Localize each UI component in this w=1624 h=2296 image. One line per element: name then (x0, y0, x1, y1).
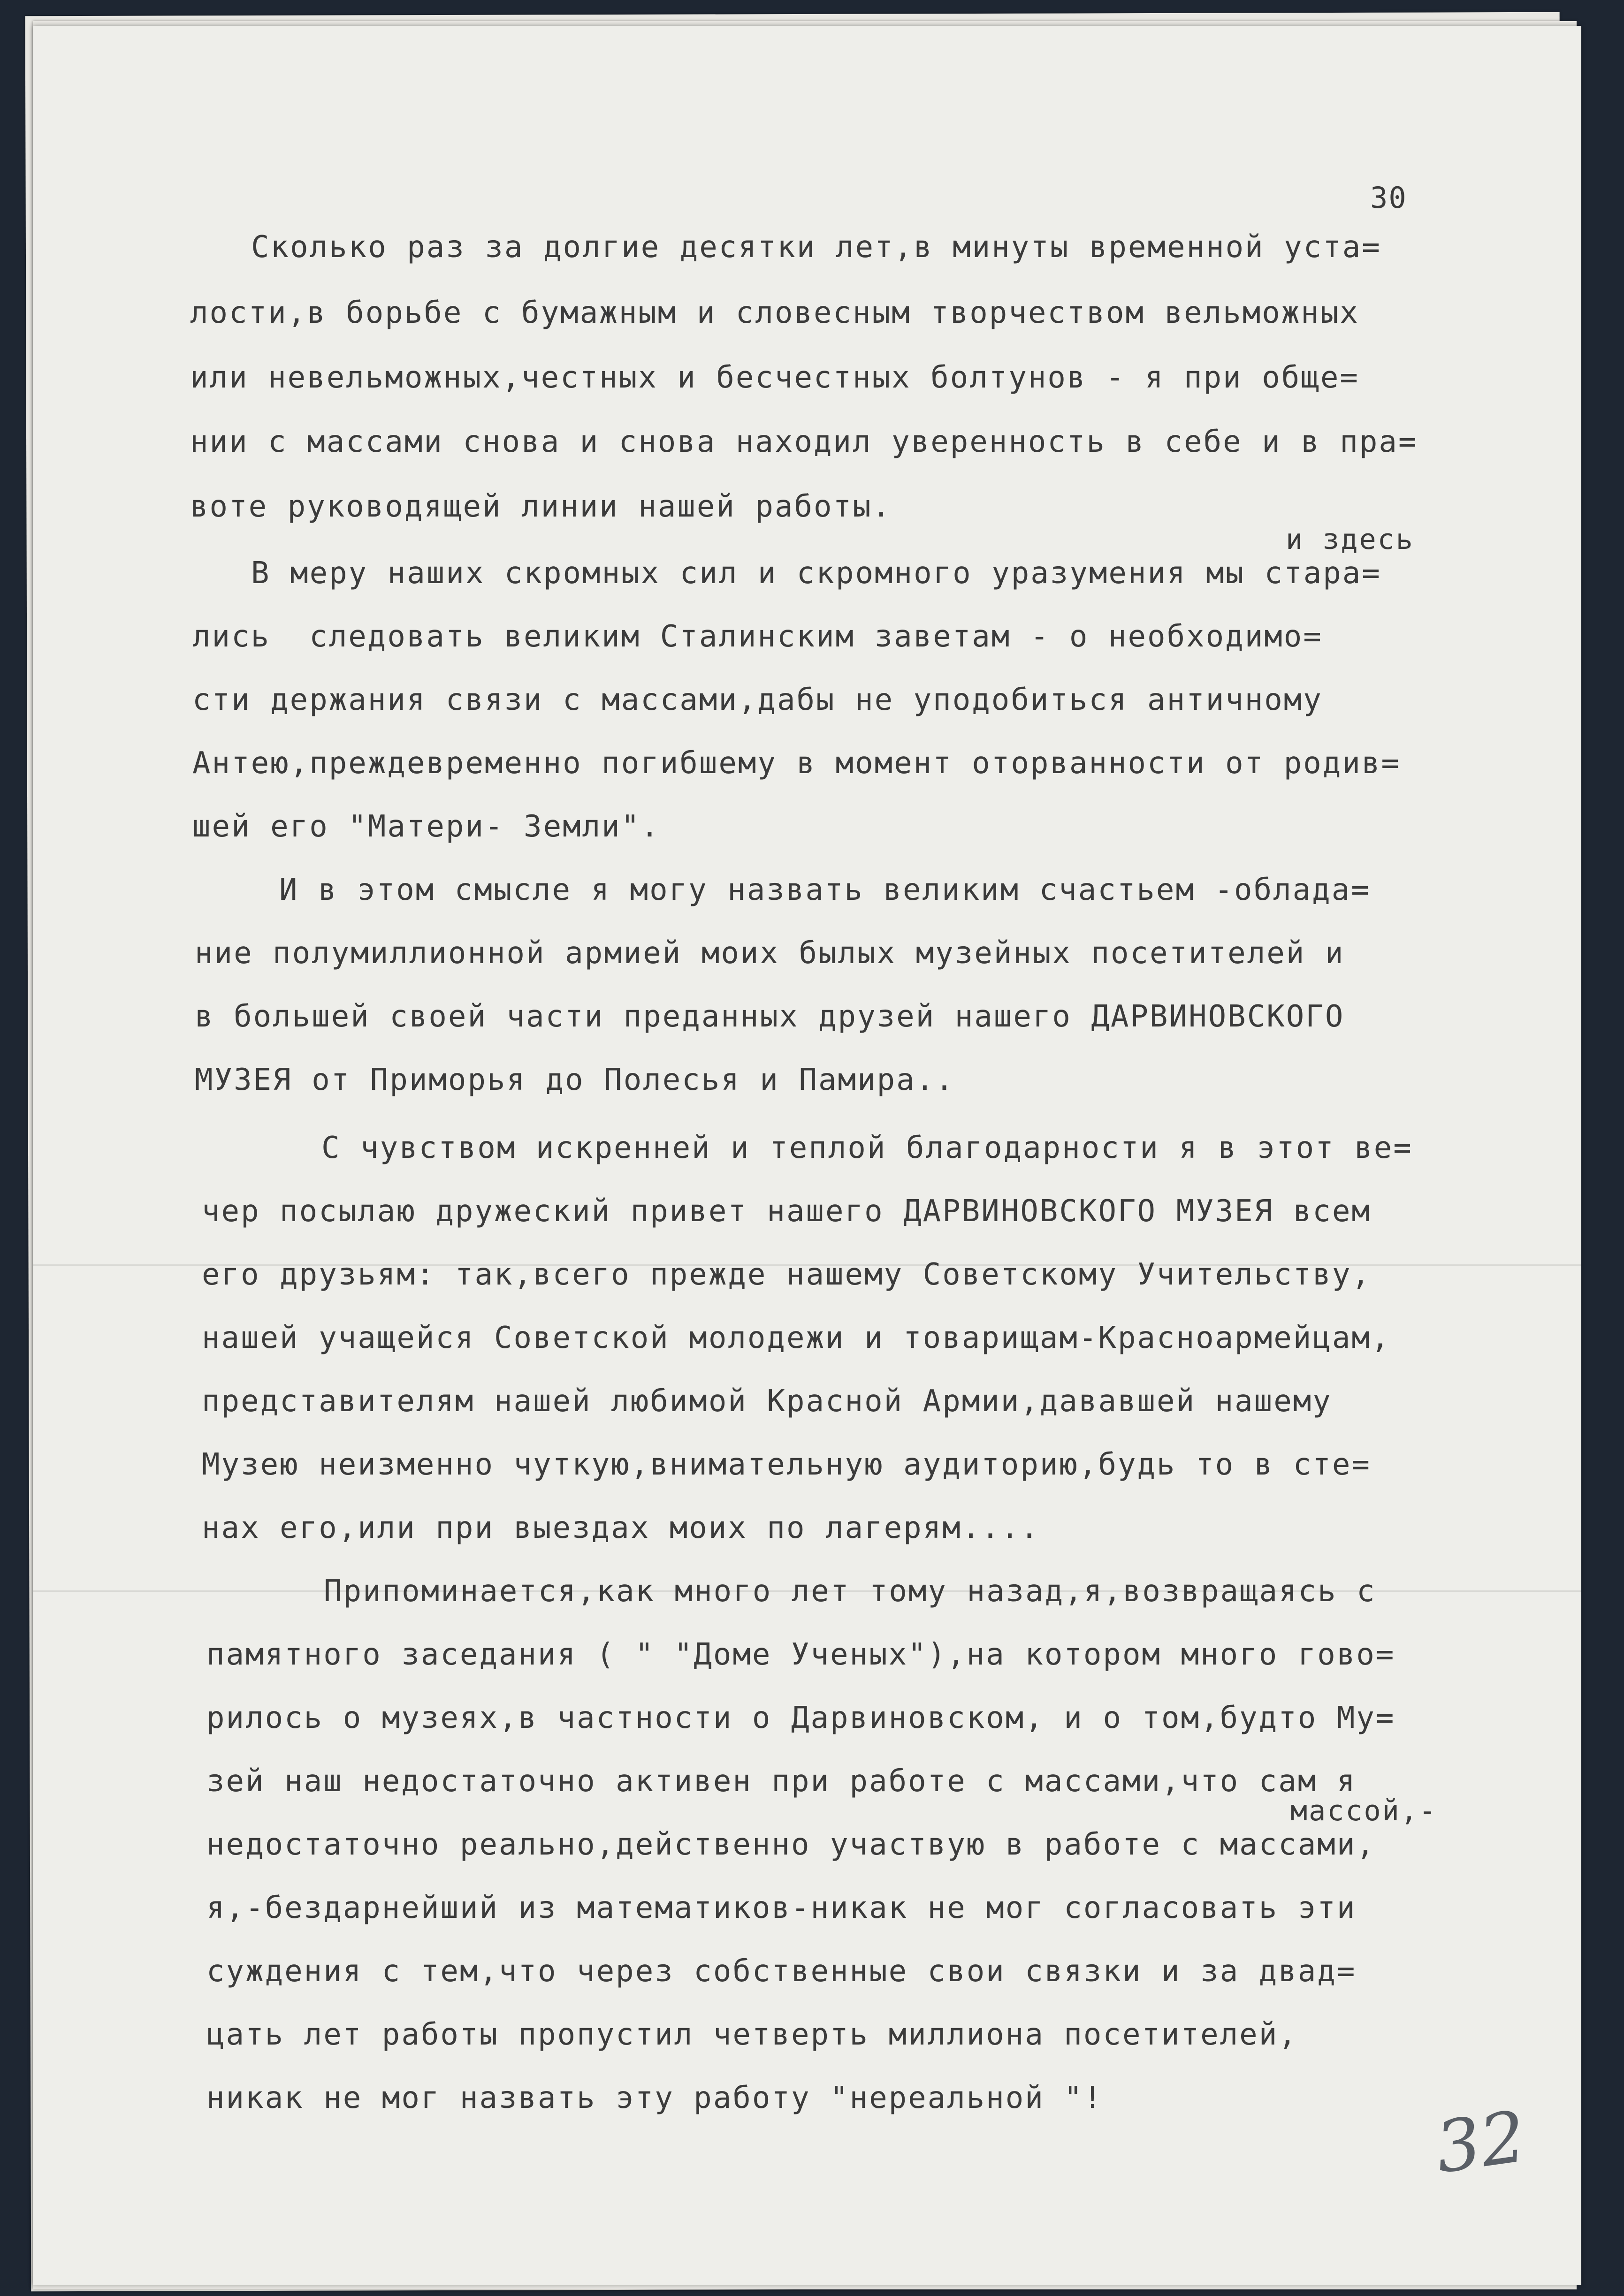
text-line: в большей своей части преданных друзей нашего ДАРВИНОВСКОГО (195, 999, 1345, 1034)
text-line: рилось о музеях,в частности о Дарвиновском, и о том,будто Му= (206, 1701, 1395, 1735)
text-line: Сколько раз за долгие десятки лет,в минуты временной уста= (251, 230, 1381, 265)
text-line: лости,в борьбе с бумажным и словесным творчеством вельможных (190, 296, 1359, 330)
text-line: С чувством искренней и теплой благодарности я в этот ве= (321, 1131, 1413, 1165)
text-line: я,-бездарнейший из математиков-никак не мог согласовать эти (206, 1891, 1357, 1925)
text-line: памятного заседания ( " "Доме Ученых"),на котором много гово= (206, 1637, 1395, 1672)
text-line: его друзьям: так,всего прежде нашему Советскому Учительству, (202, 1257, 1371, 1292)
text-line: Припоминается,как много лет тому назад,я,возвращаясь с (324, 1574, 1376, 1609)
typewritten-page (33, 26, 1581, 2285)
handwritten-insertion: и здесь (1286, 523, 1414, 556)
text-line: МУЗЕЯ от Приморья до Полесья и Памира.. (195, 1063, 955, 1097)
text-line: представителям нашей любимой Красной Армии,дававшей нашему (202, 1384, 1332, 1419)
text-line: нашей учащейся Советской молодежи и товарищам-Красноармейцам, (202, 1321, 1391, 1355)
text-line: зей наш недостаточно активен при работе с массами,что сам я (206, 1764, 1357, 1799)
text-line: или невельможных,честных и бесчестных болтунов - я при обще= (190, 360, 1359, 395)
text-line: сти держания связи с массами,дабы не уподобиться античному (192, 683, 1323, 717)
text-line: нии с массами снова и снова находил уверенность в себе и в пра= (190, 425, 1418, 459)
text-line: В меру наших скромных сил и скромного уразумения мы стара= (251, 556, 1381, 591)
page-number: 30 (1370, 181, 1407, 215)
text-line: недостаточно реально,действенно участвую в работе с массами, (206, 1827, 1376, 1862)
text-line: шей его "Матери- Земли". (192, 809, 660, 844)
text-line: лись следовать великим Сталинским заветам - о необходимо= (192, 619, 1323, 654)
text-line: Музею неизменно чуткую,внимательную аудиторию,будь то в сте= (202, 1447, 1371, 1482)
text-line: никак не мог назвать эту работу "нереальной "! (206, 2081, 1103, 2115)
text-line: чер посылаю дружеский привет нашего ДАРВИНОВСКОГО МУЗЕЯ всем (202, 1194, 1371, 1229)
text-line: ние полумиллионной армией моих былых музейных посетителей и (195, 936, 1345, 971)
handwritten-insertion: массой,- (1290, 1794, 1437, 1827)
text-line: воте руководящей линии нашей работы. (190, 489, 892, 524)
text-line: цать лет работы пропустил четверть миллиона посетителей, (206, 2017, 1298, 2052)
archive-folio-number: 32 (1430, 2096, 1531, 2190)
text-line: нах его,или при выездах моих по лагерям.... (202, 1511, 1040, 1545)
text-line: И в этом смысле я могу назвать великим счастьем -облада= (279, 873, 1371, 907)
text-line: Антею,преждевременно погибшему в момент оторванности от родив= (192, 746, 1401, 781)
text-line: суждения с тем,что через собственные свои связки и за двад= (206, 1954, 1357, 1989)
